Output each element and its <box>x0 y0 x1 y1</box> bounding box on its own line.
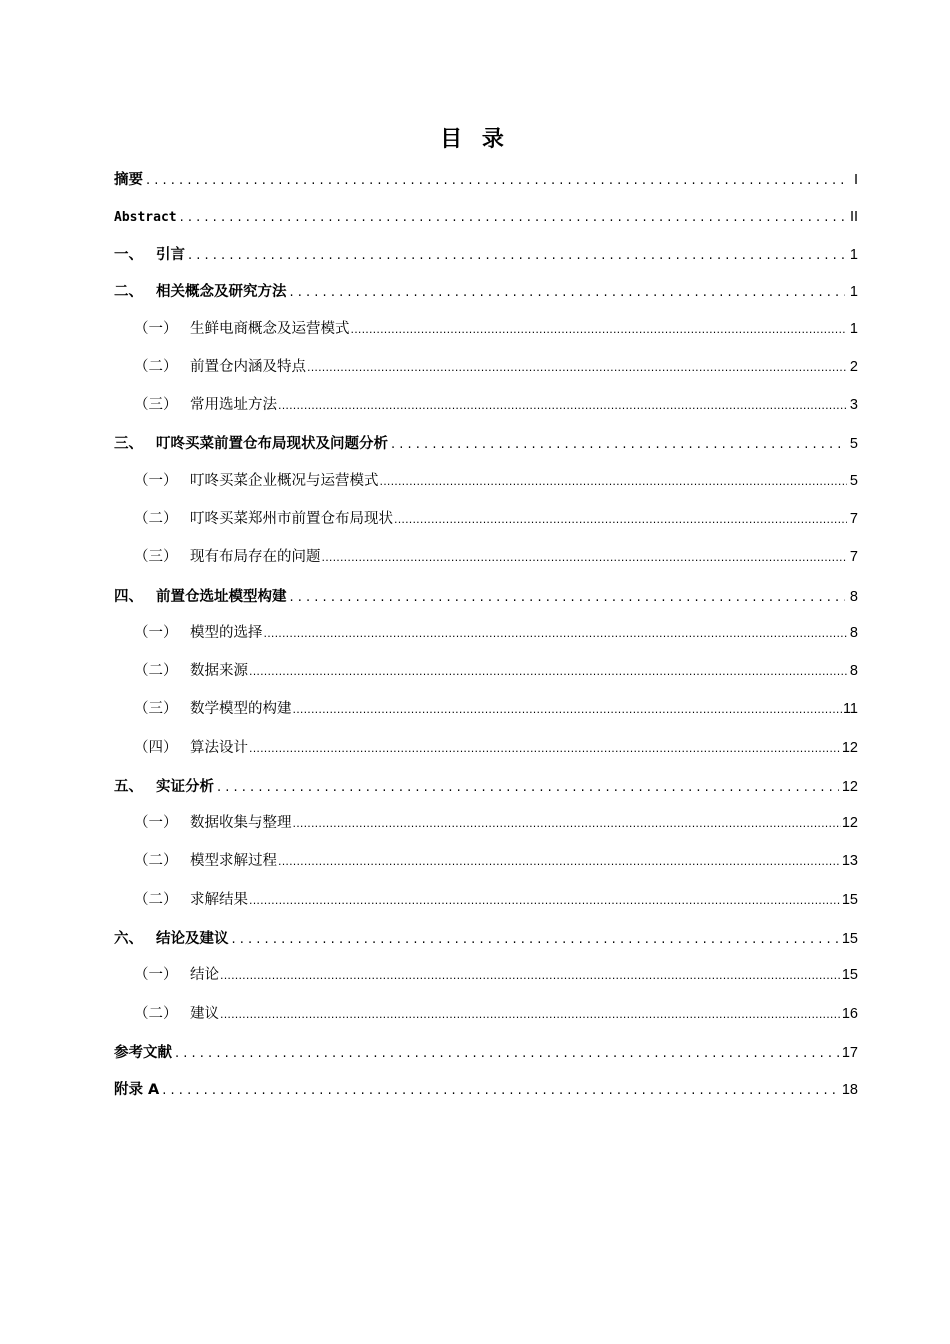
toc-entry-label: 数据来源 <box>190 663 248 679</box>
toc-entry-page-number: 12 <box>841 815 858 831</box>
toc-entry[interactable] <box>134 319 858 340</box>
toc-entry-label: 前置仓内涵及特点 <box>190 359 306 375</box>
toc-entry[interactable] <box>134 623 858 644</box>
toc-entry-label: 结论及建议 <box>156 931 229 947</box>
toc-dot-leader <box>290 587 846 608</box>
toc-entry-number: （二） <box>134 359 178 375</box>
toc-entry-label: 前置仓选址模型构建 <box>156 589 287 605</box>
toc-entry-page-number: 5 <box>849 436 858 452</box>
toc-dot-leader <box>293 813 841 834</box>
toc-entry-page-number: 8 <box>849 625 858 641</box>
toc-dot-leader <box>220 1004 841 1025</box>
toc-entry-page-number: 1 <box>849 321 858 337</box>
toc-entry-page-number: 7 <box>849 549 858 565</box>
toc-entry-number: （一） <box>134 473 178 489</box>
toc-entry-label: 实证分析 <box>156 779 214 795</box>
toc-entry-number: （二） <box>134 853 178 869</box>
toc-entry-page-number: 12 <box>841 740 858 756</box>
toc-dot-leader <box>394 509 847 530</box>
toc-entry[interactable] <box>114 282 858 303</box>
toc-entry-number: 三、 <box>114 436 143 452</box>
toc-entry-page-number: 1 <box>849 284 858 300</box>
toc-entry-page-number: 13 <box>841 853 858 869</box>
toc-entry-label: 常用选址方法 <box>190 397 277 413</box>
toc-entry-number: （三） <box>134 549 178 565</box>
toc-dot-leader <box>290 282 846 303</box>
toc-dot-leader <box>217 777 839 798</box>
toc-entry[interactable] <box>134 851 858 872</box>
toc-entry-page-number: 1 <box>849 247 858 263</box>
toc-entry[interactable] <box>134 1004 858 1025</box>
toc-dot-leader <box>249 890 841 911</box>
toc-entry-label: 结论 <box>190 967 219 983</box>
toc-dot-leader <box>278 395 847 416</box>
toc-entry-label: 叮咚买菜郑州市前置仓布局现状 <box>190 511 393 527</box>
toc-entry-number: 六、 <box>114 931 143 947</box>
toc-entry-number: （一） <box>134 321 178 337</box>
toc-entry-number: （四） <box>134 740 178 756</box>
toc-entry-page-number: 3 <box>849 397 858 413</box>
toc-entry-page-number: 8 <box>849 663 858 679</box>
toc-entry-page-number: 7 <box>849 511 858 527</box>
toc-entry[interactable] <box>134 395 858 416</box>
toc-dot-leader <box>188 245 845 266</box>
toc-entry-number: 五、 <box>114 779 143 795</box>
toc-entry-number: 一、 <box>114 247 143 263</box>
toc-entry-page-number: 12 <box>841 779 858 795</box>
toc-entry-label: 附录 A <box>114 1082 160 1098</box>
toc-entry[interactable] <box>134 357 858 378</box>
toc-dot-leader <box>322 547 848 568</box>
toc-entry[interactable] <box>114 777 858 798</box>
toc-entry[interactable] <box>114 245 858 266</box>
toc-entry-page-number: 17 <box>841 1045 858 1061</box>
toc-entry[interactable] <box>134 471 858 492</box>
toc-dot-leader <box>220 965 841 986</box>
toc-title: 目 录 <box>440 127 510 152</box>
toc-entry-page-number: 16 <box>841 1006 858 1022</box>
toc-entry-number: （三） <box>134 701 178 717</box>
toc-dot-leader <box>391 434 845 455</box>
toc-entry-label: 模型求解过程 <box>190 853 277 869</box>
toc-entry-page-number: 5 <box>849 473 858 489</box>
toc-entry-label: 数据收集与整理 <box>190 815 292 831</box>
toc-entry[interactable] <box>114 929 858 950</box>
toc-entry[interactable] <box>114 587 858 608</box>
toc-entry[interactable] <box>114 1043 858 1064</box>
toc-entry-number: （三） <box>134 397 178 413</box>
toc-entry-number: （二） <box>134 663 178 679</box>
toc-entry-label: 引言 <box>156 247 185 263</box>
toc-entry-label: 叮咚买菜前置仓布局现状及问题分析 <box>156 436 388 452</box>
toc-entry-label: 现有布局存在的问题 <box>190 549 321 565</box>
toc-dot-leader <box>264 623 848 644</box>
toc-dot-leader <box>162 1080 839 1101</box>
toc-entry[interactable] <box>134 699 858 720</box>
toc-entry-label: 相关概念及研究方法 <box>156 284 287 300</box>
toc-entry[interactable] <box>134 509 858 530</box>
toc-entry-number: 二、 <box>114 284 143 300</box>
toc-entry-label: 参考文献 <box>114 1045 172 1061</box>
toc-entry[interactable] <box>134 738 858 759</box>
toc-entry-label: 求解结果 <box>190 892 248 908</box>
toc-entry[interactable] <box>134 890 858 911</box>
toc-entry-page-number: 15 <box>841 892 858 908</box>
toc-entry[interactable] <box>134 661 858 682</box>
toc-entry[interactable] <box>114 434 858 455</box>
toc-entry-number: （二） <box>134 511 178 527</box>
toc-dot-leader <box>278 851 841 872</box>
toc-entry-label: 模型的选择 <box>190 625 263 641</box>
toc-entry-label: 生鲜电商概念及运营模式 <box>190 321 350 337</box>
toc-dot-leader <box>307 357 847 378</box>
toc-dot-leader <box>380 471 848 492</box>
toc-entry-label: Abstract <box>114 210 177 225</box>
toc-entry-number: （二） <box>134 1006 178 1022</box>
toc-entry[interactable] <box>134 965 858 986</box>
toc-dot-leader <box>249 738 841 759</box>
toc-entry-page-number: 8 <box>849 589 858 605</box>
toc-entry-number: （一） <box>134 815 178 831</box>
toc-dot-leader <box>293 699 842 720</box>
toc-entry[interactable] <box>114 207 858 228</box>
toc-entry-label: 算法设计 <box>190 740 248 756</box>
toc-entry[interactable] <box>134 813 858 834</box>
toc-entry[interactable] <box>114 170 858 191</box>
toc-entry-label: 叮咚买菜企业概况与运营模式 <box>190 473 379 489</box>
toc-entry-page-number: II <box>849 209 858 225</box>
toc-entry[interactable] <box>134 547 858 568</box>
toc-dot-leader <box>180 207 845 228</box>
toc-entry-page-number: 18 <box>841 1082 858 1098</box>
toc-entry-page-number: 15 <box>841 931 858 947</box>
toc-dot-leader <box>146 170 845 191</box>
toc-entry-number: 四、 <box>114 589 143 605</box>
toc-dot-leader <box>175 1043 839 1064</box>
toc-entry-label: 建议 <box>190 1006 219 1022</box>
toc-dot-leader <box>351 319 848 340</box>
toc-entry-page-number: I <box>853 172 858 188</box>
toc-dot-leader <box>249 661 847 682</box>
toc-entry-page-number: 2 <box>849 359 858 375</box>
toc-dot-leader <box>232 929 839 950</box>
toc-entry-label: 数学模型的构建 <box>190 701 292 717</box>
toc-entry[interactable] <box>114 1080 858 1101</box>
toc-entry-number: （一） <box>134 967 178 983</box>
toc-entry-label: 摘要 <box>114 172 143 188</box>
toc-entry-page-number: 15 <box>841 967 858 983</box>
toc-entry-number: （二） <box>134 892 178 908</box>
toc-entry-number: （一） <box>134 625 178 641</box>
toc-entry-page-number: 11 <box>842 701 858 717</box>
